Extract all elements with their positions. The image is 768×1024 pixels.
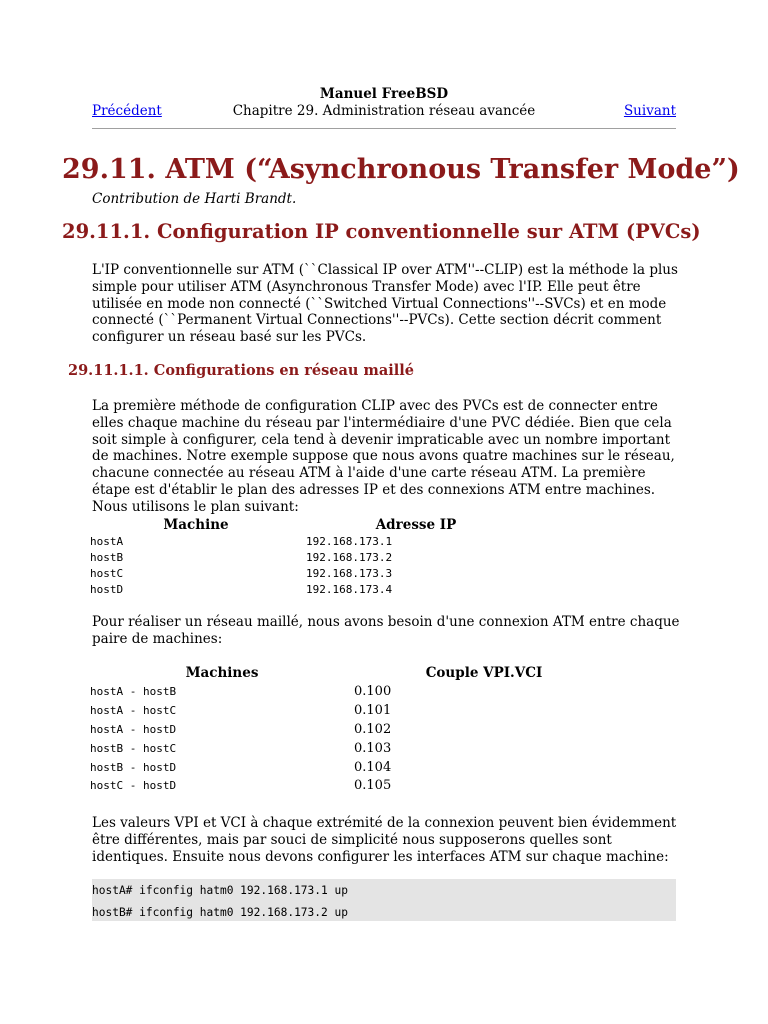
table-header-row <box>90 664 614 682</box>
table-row <box>90 739 614 758</box>
intro-paragraph: L'IP conventionnelle sur ATM (``Classical IP over ATM''--CLIP) est la méthode la plus simple pour utiliser ATM (Asynchronous Transfer Mode) avec l'IP. Elle peut être utilisée en mode non connecté (``Switched Virtual Connections''--SVCs) et en mode connecté (``Permanent Virtual Connections''--PVCs). Cette section décrit comment configurer un réseau basé sur les PVCs. <box>92 262 678 346</box>
nav-header <box>92 103 676 121</box>
host-cell: hostA <box>90 535 124 549</box>
table-row <box>90 701 614 720</box>
section-title: 29.11. ATM (“Asynchronous Transfer Mode”) <box>62 154 740 185</box>
table-row <box>90 566 530 582</box>
mesh-connection-paragraph: Pour réaliser un réseau maillé, nous avons besoin d'une connexion ATM entre chaque paire de machines: <box>92 614 680 647</box>
contribution-credit: Contribution de Harti Brandt. <box>92 191 297 207</box>
subsection-title: 29.11.1. Configuration IP conventionnelle sur ATM (PVCs) <box>62 220 701 243</box>
table-header-row <box>90 516 530 534</box>
table-row <box>90 581 530 597</box>
vpi-vci-cell: 0.104 <box>354 759 392 775</box>
chapter-title: Chapitre 29. Administration réseau avancée <box>232 103 536 119</box>
vpi-vci-cell: 0.103 <box>354 740 392 756</box>
pair-cell: hostA - hostC <box>90 703 177 717</box>
pair-cell: hostA - hostB <box>90 684 177 698</box>
mesh-intro-paragraph: La première méthode de configuration CLIP avec des PVCs est de connecter entre elles chaque machine du réseau par l'intermédiaire d'une PVC dédiée. Bien que cela soit simple à configurer, cela tend à devenir impraticable avec un nombre important de machines. Notre exemple suppose que nous avons quatre machines sur le réseau, chacune connectée au réseau ATM à l'aide d'une carte réseau ATM. La première étape est d'établir le plan des adresses IP et des connexions ATM entre machines. Nous utilisons le plan suivant: <box>92 398 675 515</box>
vpi-vci-cell: 0.105 <box>354 778 392 794</box>
host-cell: hostB <box>90 551 124 565</box>
hosts-table <box>90 516 530 597</box>
interface-config-paragraph: Les valeurs VPI et VCI à chaque extrémité de la connexion peuvent bien évidemment être différentes, mais par souci de simplicité nous supposerons quelles sont identiques. Ensuite nous devons configurer les interfaces ATM sur chaque machine: <box>92 815 677 865</box>
column-header-ip: Adresse IP <box>375 517 457 533</box>
next-link[interactable]: Suivant <box>623 103 676 119</box>
previous-link[interactable]: Précédent <box>92 103 162 119</box>
ip-cell: 192.168.173.2 <box>306 551 393 565</box>
ip-cell: 192.168.173.3 <box>306 566 393 580</box>
manual-title: Manuel FreeBSD <box>319 86 449 102</box>
ip-cell: 192.168.173.4 <box>306 582 393 596</box>
pair-cell: hostA - hostD <box>90 722 177 736</box>
vpi-vci-cell: 0.101 <box>354 702 392 718</box>
pair-cell: hostC - hostD <box>90 779 177 793</box>
header-divider <box>92 128 676 129</box>
vpi-vci-cell: 0.100 <box>354 683 392 699</box>
subsubsection-title: 29.11.1.1. Configurations en réseau maillé <box>68 362 414 379</box>
table-row <box>90 682 614 701</box>
ip-cell: 192.168.173.1 <box>306 535 393 549</box>
table-row <box>90 550 530 566</box>
table-row <box>90 776 614 795</box>
code-line: hostA# ifconfig hatm0 192.168.173.1 up <box>92 879 676 903</box>
column-header-vpi-vci: Couple VPI.VCI <box>425 665 543 681</box>
vpi-vci-cell: 0.102 <box>354 721 392 737</box>
pair-cell: hostB - hostC <box>90 741 177 755</box>
pairs-table <box>90 664 614 795</box>
table-row <box>90 534 530 550</box>
table-row <box>90 758 614 777</box>
table-row <box>90 720 614 739</box>
code-line: hostB# ifconfig hatm0 192.168.173.2 up <box>92 903 676 921</box>
pair-cell: hostB - hostD <box>90 760 177 774</box>
column-header-machines: Machines <box>185 665 259 681</box>
host-cell: hostC <box>90 566 124 580</box>
column-header-machine: Machine <box>163 517 229 533</box>
host-cell: hostD <box>90 582 124 596</box>
